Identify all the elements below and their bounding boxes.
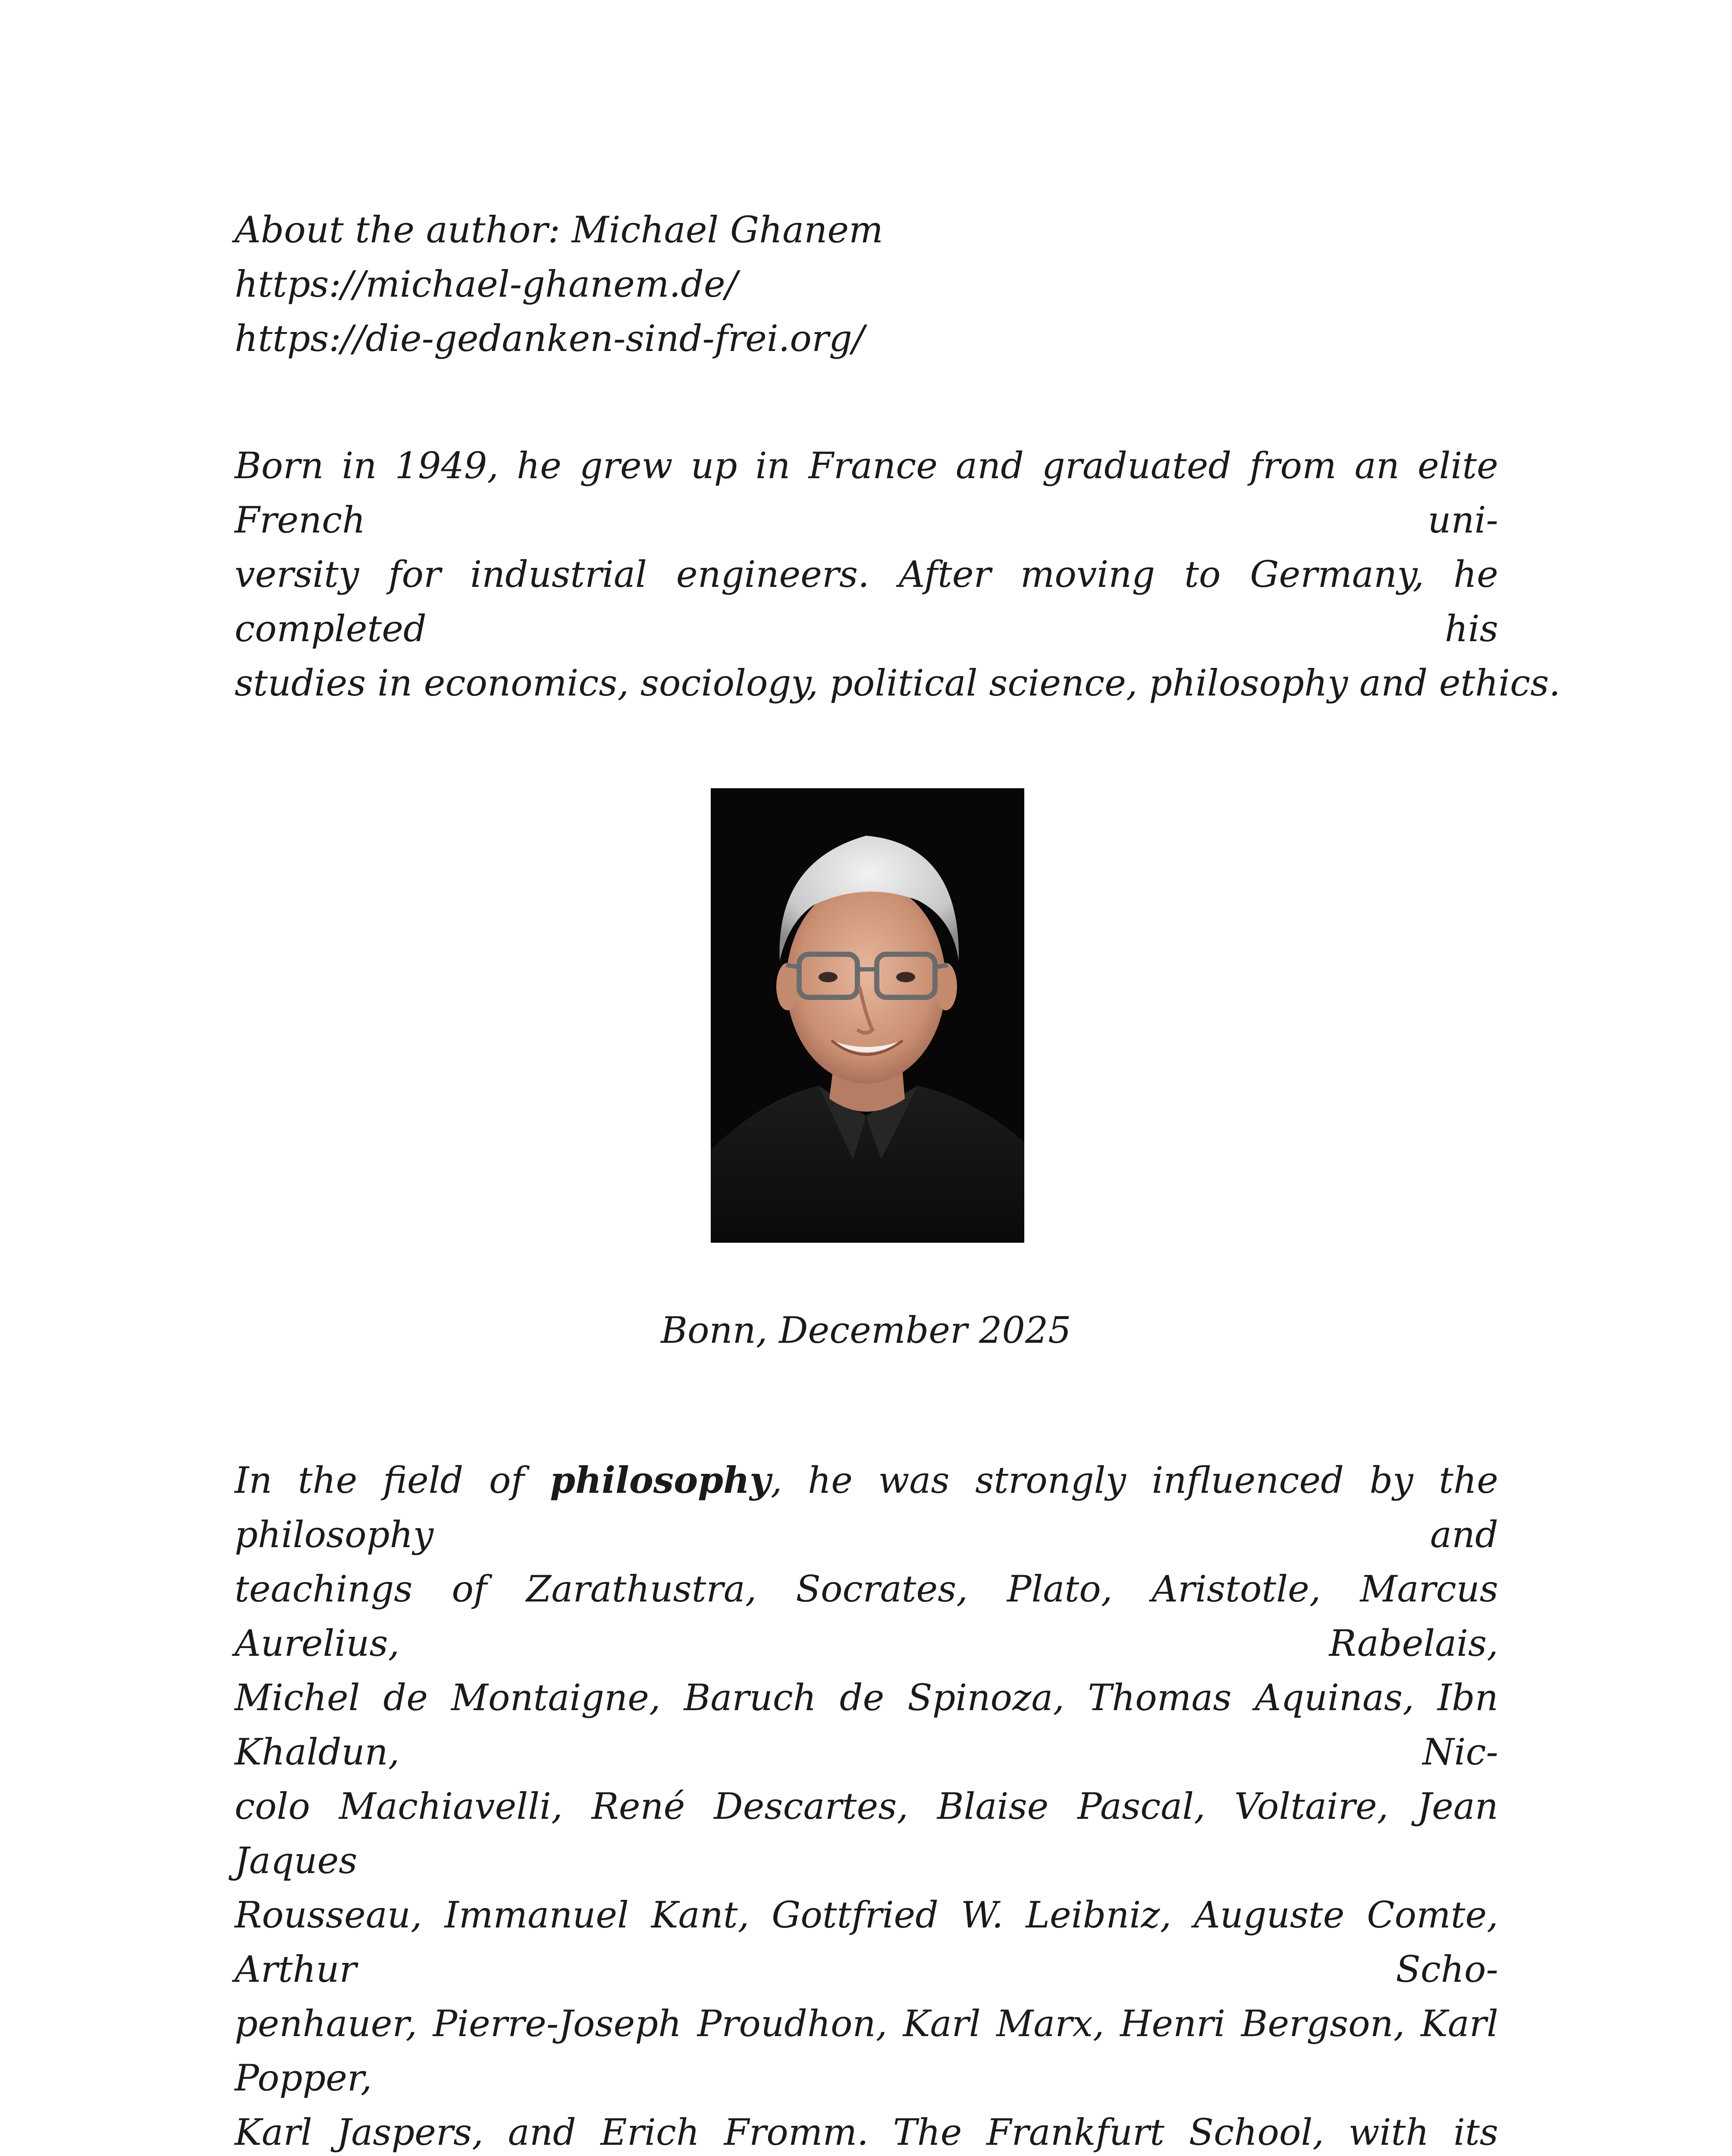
philosophy-line: Michel de Montaigne, Baruch de Spinoza, Thomas Aquinas, Ibn Khaldun, Nic- xyxy=(235,1677,1498,1773)
author-header xyxy=(235,203,1498,366)
author-website-link[interactable]: https://michael-ghanem.de/ xyxy=(235,263,737,305)
biography-paragraph xyxy=(235,439,1561,710)
philosophy-line xyxy=(235,1453,1498,1562)
place-date-caption: Bonn, December 2025 xyxy=(661,1309,1071,1351)
philosophy-line-prefix: In the field of xyxy=(235,1459,550,1501)
philosophy-line: penhauer, Pierre-Joseph Proudhon, Karl Marx, Henri Bergson, Karl Popper, xyxy=(235,2002,1498,2099)
blog-website-link[interactable]: https://die-gedanken-sind-frei.org/ xyxy=(235,317,865,360)
about-author-heading: About the author: Michael Ghanem xyxy=(235,209,883,251)
philosophy-line: colo Machiavelli, René Descartes, Blaise Pascal, Voltaire, Jean Jaques xyxy=(235,1785,1498,1882)
philosophy-paragraph xyxy=(235,1453,1498,2156)
philosophy-bold-term: philosophy xyxy=(550,1459,771,1501)
philosophy-line: teachings of Zarathustra, Socrates, Plato, Aristotle, Marcus Aurelius, Rabelais, xyxy=(235,1568,1498,1664)
philosophy-line-suffix: , he was strongly influenced by the philosophy and xyxy=(235,1459,1498,1556)
bio-line: versity for industrial engineers. After moving to Germany, he completed his xyxy=(235,553,1498,650)
philosophy-line: Rousseau, Immanuel Kant, Gottfried W. Leibniz, Auguste Comte, Arthur Scho- xyxy=(235,1894,1498,1990)
bio-line: Born in 1949, he grew up in France and graduated from an elite French uni- xyxy=(235,445,1498,541)
portrait-illustration xyxy=(711,788,1024,1243)
author-portrait-photo xyxy=(711,788,1024,1243)
bio-line: studies in economics, sociology, political science, philosophy and ethics. xyxy=(235,662,1561,704)
philosophy-line: Karl Jaspers, and Erich Fromm. The Frankfurt School, with its xyxy=(235,2111,1498,2153)
